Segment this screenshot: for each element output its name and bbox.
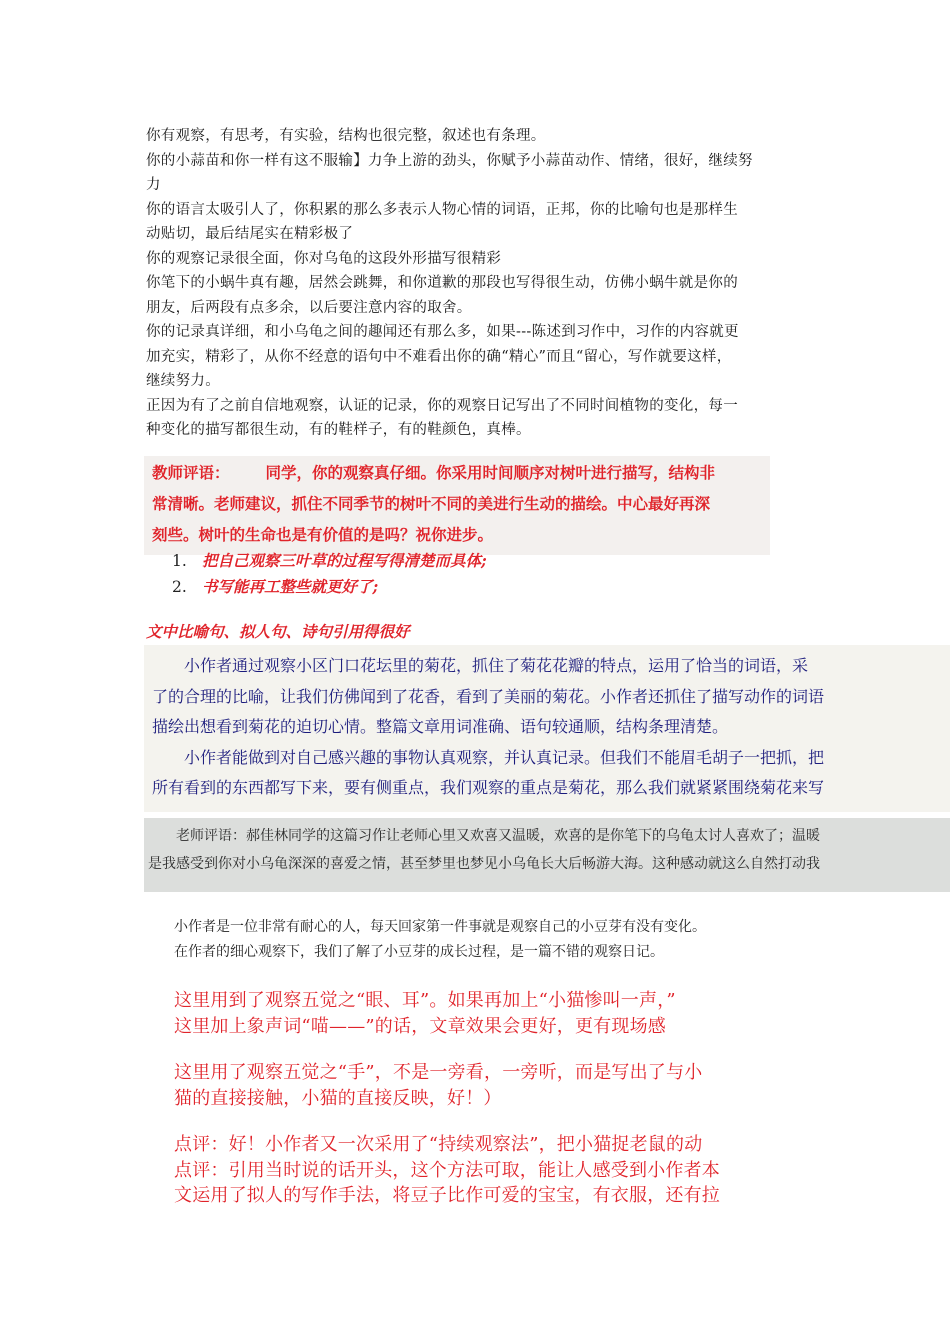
comment-line: 你有观察，有思考，有实验，结构也很完整，叙述也有条理。 [146, 128, 546, 144]
comment-line: 你的观察记录很全面，你对乌龟的这段外形描写很精彩 [146, 250, 502, 267]
comment-line: 你的语言太吸引人了，你积累的那么多表示人物心情的词语，正邦，你的比喻句也是那样生 [146, 201, 738, 218]
teacher-comments-block [146, 124, 816, 443]
comment-line: 动贴切，最后结尾实在精彩极了 [146, 226, 354, 242]
cat-comment-2 [174, 1060, 824, 1111]
teacher-evaluation-line: 常清晰。老师建议，抓住不同季节的树叶不同的美进行生动的描绘。中心最好再深 [152, 495, 711, 513]
comment-line: 这里用到了观察五觉之“眼、耳”。如果再加上“小猫惨叫一声，” [174, 990, 676, 1011]
section-heading: 文中比喻句、拟人句、诗句引用得很好 [146, 622, 410, 641]
comment-line: 继续努力。 [146, 373, 220, 389]
bean-sprout-comment [174, 915, 824, 964]
comment-line: 老师评语：郝佳林同学的这篇习作让老师心里又欢喜又温暖，欢喜的是你笔下的乌龟太讨人喜欢了；温暖 [148, 828, 820, 844]
comment-line: 这里用了观察五觉之“手”，不是一旁看，一旁听，而是写出了与小 [174, 1062, 703, 1083]
comment-line: 描绘出想看到菊花的迫切心情。整篇文章用词准确、语句较通顺，结构条理清楚。 [152, 717, 729, 736]
comment-line: 加充实，精彩了，从你不经意的语句中不难看出你的确“精心”而且“留心，写作就要这样， [146, 348, 732, 365]
list-item: 1. 把自己观察三叶草的过程写得清楚而具体; [172, 551, 487, 570]
teacher-evaluation-text: 同学，你的观察真仔细。你采用时间顺序对树叶进行描写，结构非 [265, 464, 716, 482]
comment-line: 小作者是一位非常有耐心的人，每天回家第一件事就是观察自己的小豆芽有没有变化。 [174, 919, 706, 935]
comment-line: 种变化的描写都很生动，有的鞋样子，有的鞋颜色，真棒。 [146, 422, 531, 438]
comment-line: 在作者的细心观察下，我们了解了小豆芽的成长过程，是一篇不错的观察日记。 [174, 943, 664, 960]
turtle-comment-box [144, 818, 950, 892]
comment-line: 点评：好！小作者又一次采用了“持续观察法”，把小猫捉老鼠的动 [174, 1134, 703, 1155]
teacher-evaluation-line: 刻些。树叶的生命也是有价值的是吗？祝你进步。 [152, 526, 494, 544]
comment-line: 了的合理的比喻，让我们仿佛闻到了花香，看到了美丽的菊花。小作者还抓住了描写动作的词语 [152, 686, 825, 706]
comment-line: 你笔下的小蜗牛真有趣，居然会跳舞，和你道歉的那段也写得很生动，仿佛小蜗牛就是你的 [146, 275, 738, 291]
comment-line: 朋友，后两段有点多余，以后要注意内容的取舍。 [146, 299, 472, 316]
comment-line: 文运用了拟人的写作手法，将豆子比作可爱的宝宝，有衣服，还有拉 [174, 1185, 720, 1206]
teacher-evaluation-label: 教师评语： [152, 464, 230, 482]
teacher-evaluation-line [152, 458, 762, 489]
list-item: 2. 书写能再工整些就更好了; [172, 577, 379, 596]
chrysanthemum-comment-box [144, 645, 950, 812]
comment-line: 这里加上象声词“喵——”的话，文章效果会更好，更有现场感 [174, 1015, 667, 1037]
cat-comment-1 [174, 988, 824, 1039]
comment-line: 小作者能做到对自己感兴趣的事物认真观察，并认真记录。但我们不能眉毛胡子一把抓，把 [152, 747, 825, 767]
comment-line: 猫的直接接触，小猫的直接反映，好！） [174, 1087, 502, 1109]
comment-line: 你的记录真详细，和小乌龟之间的趣闻还有那么多，如果---陈述到习作中，习作的内容就更 [146, 324, 739, 340]
comment-line: 点评：引用当时说的话开头，这个方法可取，能让人感受到小作者本 [174, 1159, 720, 1181]
comment-line: 力 [146, 177, 161, 193]
comment-line: 所有看到的东西都写下来，要有侧重点，我们观察的重点是菊花，那么我们就紧紧围绕菊花来写 [152, 778, 825, 797]
cat-comment-3 [174, 1132, 824, 1209]
comment-line: 正因为有了之前自信地观察，认证的记录，你的观察日记写出了不同时间植物的变化，每一 [146, 397, 738, 414]
comment-line: 你的小蒜苗和你一样有这不服输】力争上游的劲头，你赋予小蒜苗动作、情绪，很好，继续努 [146, 152, 753, 169]
comment-line: 小作者通过观察小区门口花坛里的菊花，抓住了菊花花瓣的特点，运用了恰当的词语，采 [152, 656, 809, 675]
comment-line: 是我感受到你对小乌龟深深的喜爱之情，甚至梦里也梦见小乌龟长大后畅游大海。这种感动就这么自然打动我 [148, 856, 820, 872]
teacher-evaluation-box [144, 456, 770, 555]
numbered-list [172, 548, 772, 600]
